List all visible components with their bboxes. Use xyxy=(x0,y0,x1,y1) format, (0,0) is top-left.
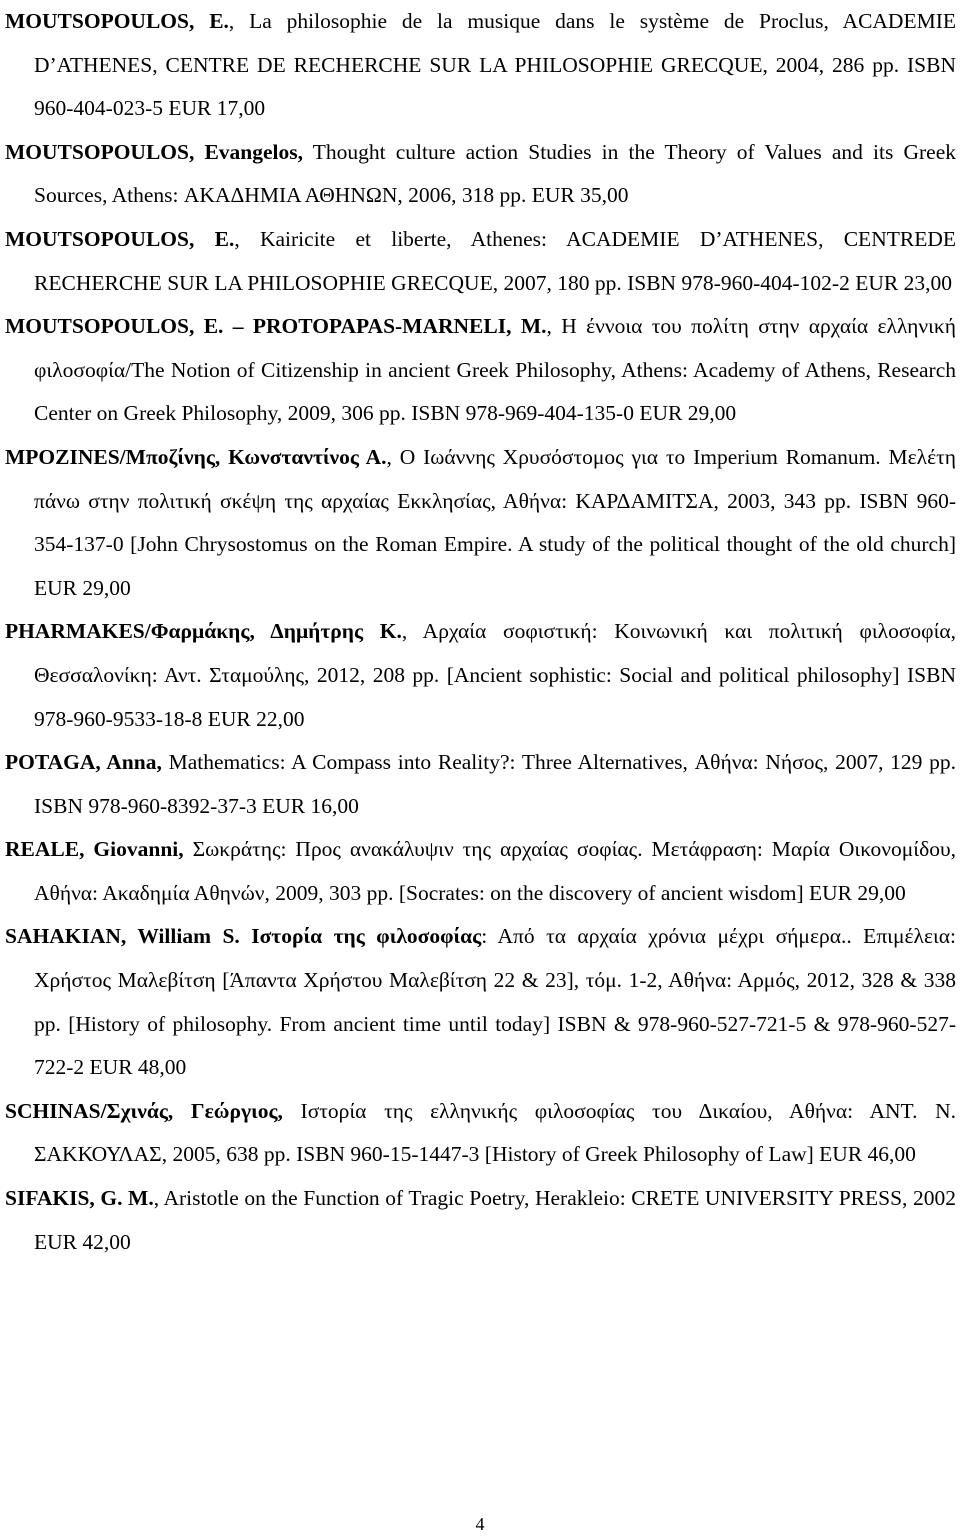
entry-author: MOUTSOPOULOS, E. xyxy=(5,226,235,251)
bibliography-entry xyxy=(5,1090,956,1177)
entry-details: : Από τα αρχαία χρόνια μέχρι σήμερα.. Επιμέλεια: Χρήστος Μαλεβίτση [Άπαντα Χρήστου Μαλεβίτση 22 & 23], τόμ. 1-2, Αθήνα: Αρμός, 2012, 328 & 338 pp. [History of philosophy. From ancient time until today] ISBN & 978-960-527-721-5 & 978-960-527-722-2 EUR 48,00 xyxy=(34,924,956,1080)
bibliography-list xyxy=(5,0,956,1264)
entry-details: , Kairicite et liberte, Athenes: ACADEMIE D’ATHENES, CENTREDE RECHERCHE SUR LA PHILOSOPHIE GRECQUE, 2007, 180 pp. ISBN 978-960-404-102-2 EUR 23,00 xyxy=(34,226,956,295)
bibliography-entry xyxy=(5,610,956,741)
entry-author: MOUTSOPOULOS, E. – PROTOPAPAS-MARNELI, M. xyxy=(5,314,547,339)
entry-author: SAHAKIAN, William S. Ιστορία της φιλοσοφίας xyxy=(5,924,482,949)
entry-details: , Aristotle on the Function of Tragic Poetry, Herakleio: CRETE UNIVERSITY PRESS, 2002 EUR 42,00 xyxy=(34,1186,956,1254)
entry-details: Mathematics: A Compass into Reality?: Three Alternatives, Αθήνα: Νήσος, 2007, 129 pp. ISBN 978-960-8392-37-3 EUR 16,00 xyxy=(34,750,957,818)
entry-author: MOUTSOPOULOS, E. xyxy=(5,9,229,33)
entry-details: , Αρχαία σοφιστική: Κοινωνική και πολιτική φιλοσοφία, Θεσσαλονίκη: Αντ. Σταμούλης, 2012, 208 pp. [Ancient sophistic: Social and political philosophy] ISBN 978-960-9533-18-8 EUR 22,00 xyxy=(34,619,956,731)
bibliography-entry xyxy=(5,915,956,1089)
entry-author: REALE, Giovanni, xyxy=(5,837,184,862)
bibliography-entry xyxy=(5,305,956,436)
entry-details: , Ο Ιωάννης Χρυσόστομος για το Imperium Romanum. Μελέτη πάνω στην πολιτική σκέψη της αρχαίας Εκκλησίας, Αθήνα: ΚΑΡΔΑΜΙΤΣΑ, 2003, 343 pp. ISBN 960-354-137-0 [John Chrysostomus on the Roman Empire. A study of the political thought of the old church] EUR 29,00 xyxy=(34,444,956,600)
bibliography-entry xyxy=(5,828,956,915)
entry-details: , Η έννοια του πολίτη στην αρχαία ελληνική φιλοσοφία/The Notion of Citizenship in ancient Greek Philosophy, Athens: Academy of Athens, Research Center on Greek Philosophy, 2009, 306 pp. ISBN 978-969-404-135-0 EUR 29,00 xyxy=(34,314,957,426)
entry-author: MOUTSOPOULOS, Evangelos, xyxy=(5,139,304,164)
entry-details: Thought culture action Studies in the Theory of Values and its Greek Sources, Athens: ΑΚΑΔΗΜΙΑ ΑΘΗΝΩΝ, 2006, 318 pp. EUR 35,00 xyxy=(34,139,956,208)
bibliography-entry xyxy=(5,436,956,610)
entry-author: SIFAKIS, G. M. xyxy=(5,1186,154,1211)
entry-author: SCHINAS/Σχινάς, Γεώργιος, xyxy=(5,1098,283,1123)
bibliography-entry xyxy=(5,218,956,305)
entry-author: PHARMAKES/Φαρμάκης, Δημήτρης Κ. xyxy=(5,619,402,644)
entry-details: Σωκράτης: Προς ανακάλυψιν της αρχαίας σοφίας. Μετάφραση: Μαρία Οικονομίδου, Αθήνα: Ακαδημία Αθηνών, 2009, 303 pp. [Socrates: on the discovery of ancient wisdom] EUR 29,00 xyxy=(34,837,956,905)
entry-details: Ιστορία της ελληνικής φιλοσοφίας του Δικαίου, Αθήνα: ΑΝΤ. Ν. ΣΑΚΚΟΥΛΑΣ, 2005, 638 pp. ISBN 960-15-1447-3 [History of Greek Philosophy of Law] EUR 46,00 xyxy=(34,1098,956,1167)
entry-author: POTAGA, Anna, xyxy=(5,750,162,775)
bibliography-entry xyxy=(5,131,956,218)
bibliography-entry xyxy=(5,0,956,131)
page-number: 4 xyxy=(475,1514,485,1534)
entry-author: MPOZINES/Μποζίνης, Κωνσταντίνος Α. xyxy=(5,444,387,469)
bibliography-entry xyxy=(5,741,956,828)
entry-details: , La philosophie de la musique dans le système de Proclus, ACADEMIE D’ATHENES, CENTRE DE RECHERCHE SUR LA PHILOSOPHIE GRECQUE, 2004, 286 pp. ISBN 960-404-023-5 EUR 17,00 xyxy=(34,9,956,121)
bibliography-entry xyxy=(5,1177,956,1264)
